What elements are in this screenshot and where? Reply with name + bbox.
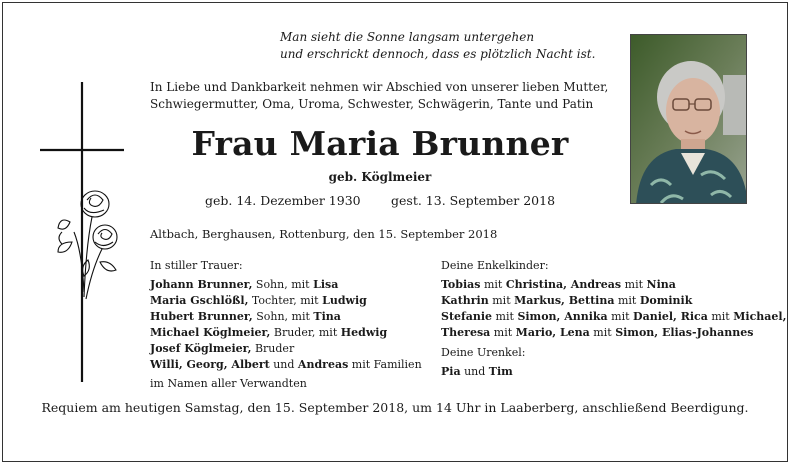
mourners-list <box>150 258 422 392</box>
great-grandchildren-heading: Deine Urenkel: <box>441 346 526 359</box>
grandchildren-heading: Deine Enkelkinder: <box>441 259 549 272</box>
mourner-row: Johann Brunner, Sohn, mit Lisa <box>150 278 339 291</box>
great-grandchildren-row: Pia und Tim <box>441 365 513 378</box>
place-date: Altbach, Berghausen, Rottenburg, den 15. September 2018 <box>150 227 498 241</box>
maiden-name: geb. Köglmeier <box>328 170 432 184</box>
motto-line-1: Man sieht die Sonne langsam untergehen <box>280 30 535 44</box>
birth-date: geb. 14. Dezember 1930 <box>205 193 361 208</box>
portrait-photo <box>630 34 747 204</box>
mourner-row: Hubert Brunner, Sohn, mit Tina <box>150 310 341 323</box>
deceased-name: Frau Maria Brunner <box>191 124 569 163</box>
intro-line-2: Schwiegermutter, Oma, Uroma, Schwester, Schwägerin, Tante und Patin <box>150 97 594 111</box>
intro-line-1: In Liebe und Dankbarkeit nehmen wir Abschied von unserer lieben Mutter, <box>150 80 609 94</box>
grandchild-row: Stefanie mit Simon, Annika mit Daniel, Rica mit Michael, <box>441 310 787 323</box>
grandchild-row: Tobias mit Christina, Andreas mit Nina <box>441 278 676 291</box>
mourner-families: Willi, Georg, Albert und Andreas mit Familien <box>150 358 422 371</box>
mourner-row: Josef Köglmeier, Bruder <box>150 342 295 355</box>
requiem-notice: Requiem am heutigen Samstag, den 15. September 2018, um 14 Uhr in Laaberberg, anschließend Beerdigung. <box>41 400 749 415</box>
grandchildren-list <box>441 258 786 380</box>
death-date: gest. 13. September 2018 <box>391 193 556 208</box>
motto-line-2: und erschrickt dennoch, dass es plötzlich Nacht ist. <box>280 47 596 61</box>
grandchild-row: Kathrin mit Markus, Bettina mit Dominik <box>441 294 693 307</box>
mourner-row: Maria Gschlößl, Tochter, mit Ludwig <box>150 294 367 307</box>
mourner-row: Michael Köglmeier, Bruder, mit Hedwig <box>150 326 388 339</box>
mourners-footer: im Namen aller Verwandten <box>150 377 307 390</box>
mourners-heading: In stiller Trauer: <box>150 259 243 272</box>
grandchild-row: Theresa mit Mario, Lena mit Simon, Elias-Johannes <box>441 326 754 339</box>
